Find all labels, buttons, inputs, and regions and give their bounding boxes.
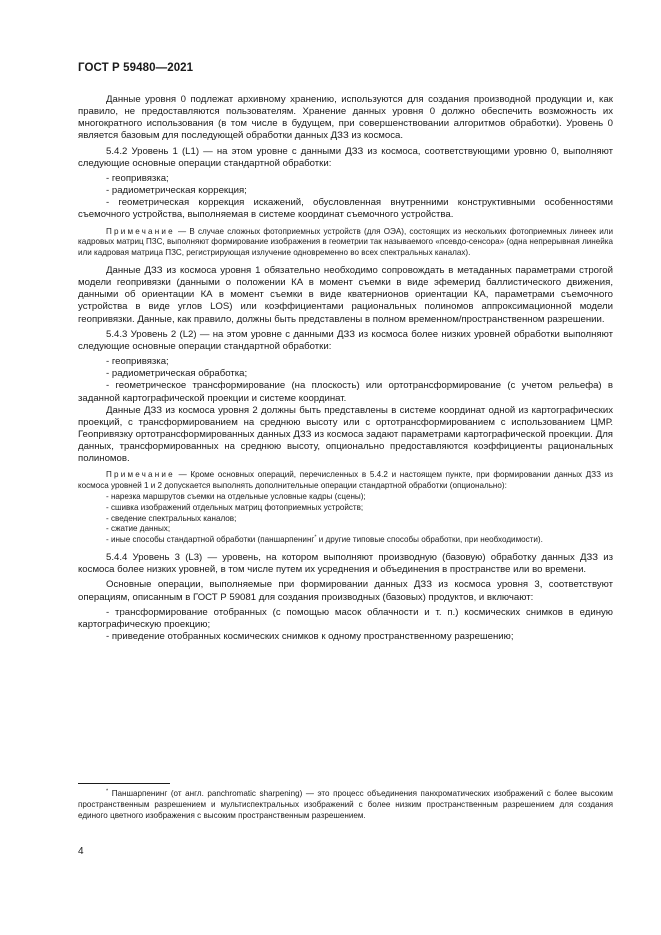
page-body	[78, 94, 613, 643]
note-list-item: - сшивка изображений отдельных матриц фотоприемных устройств;	[106, 502, 364, 512]
note-label: Примечание	[106, 226, 175, 236]
note-1	[78, 227, 613, 259]
footnote-separator	[78, 783, 170, 784]
note-2	[78, 470, 613, 546]
footnote	[78, 789, 613, 821]
note-text: — Кроме основных операций, перечисленных в 5.4.2 и настоящем пункте, при формировании данных ДЗЗ из космоса уровней 1 и 2 допускается выполнять дополнительные операции стандартной обработки (опционально):	[78, 470, 613, 491]
list-item: - геометрическое трансформирование (на плоскость) или ортотрансформирование (с учетом рельефа) в заданной картографической проекции и системе координат.	[78, 380, 613, 404]
footnote-text: Паншарпенинг (от англ. panchromatic sharpening) — это процесс объединения панхроматических изображений с более высоким пространственным разрешением и мультиспектральных изображений с более низким пространственным разрешением для создания единого цветного изображения с высоким пространственным разрешением.	[78, 789, 613, 820]
list-item: - геопривязка;	[106, 172, 169, 184]
paragraph-5-4-3: 5.4.3 Уровень 2 (L2) — на этом уровне с данными ДЗЗ из космоса более низких уровней обработки выполняют следующие основные операции стандартной обработки:	[78, 328, 613, 352]
paragraph-level2-projection: Данные ДЗЗ из космоса уровня 2 должны быть представлены в системе координат одной из картографических проекций, с трансформированием на среднюю высоту или с ортотрансформированием с использованием ЦМР. Геопривязку ортотрансформированных данных ДЗЗ из космоса задают параметрами картографической проекции. Для данных, трансформированных на среднюю высоту, опционально предоставляются коэффициенты рациональных полиномов.	[78, 404, 613, 465]
footnote-mark: *	[106, 788, 109, 795]
note-list-item: - сведение спектральных каналов;	[106, 513, 237, 523]
list-item: - радиометрическая обработка;	[106, 368, 248, 380]
list-item: - геометрическая коррекция искажений, обусловленная внутренними конструктивными особенностями съемочного устройства, выполняемая в системе координат съемочного устройства.	[78, 197, 613, 221]
note-label: Примечание	[106, 470, 175, 480]
list-item: - приведение отобранных космических снимков к одному пространственному разрешению;	[106, 630, 514, 642]
standard-code-header: ГОСТ Р 59480—2021	[78, 62, 194, 74]
paragraph-level3-operations: Основные операции, выполняемые при формировании данных ДЗЗ из космоса уровня 3, соответствуют операциям, описанным в ГОСТ Р 59081 для создания производных (базовых) продуктов, и включают:	[78, 579, 613, 603]
paragraph-5-4-4: 5.4.4 Уровень 3 (L3) — уровень, на котором выполняют производную (базовую) обработку данных ДЗЗ из космоса более низких уровней, в том числе путем их усреднения и объединения в пространстве или во времени.	[78, 552, 613, 576]
note-list-item: - сжатие данных;	[106, 524, 171, 534]
paragraph-level0-storage: Данные уровня 0 подлежат архивному хранению, используются для создания производной продукции и, как правило, не предоставляются пользователям. Хранение данных уровня 0 должно обеспечить возможность их многократного использования (в том числе в будущем, при совершенствовании алгоритмов обработки). Уровень 0 является базовым для последующей обработки данных ДЗЗ из космоса.	[78, 94, 613, 142]
list-item: - трансформирование отобранных (с помощью масок облачности и т. п.) космических снимков в единую картографическую проекцию;	[78, 606, 613, 630]
note-text: — В случае сложных фотоприемных устройств (для ОЭА), состоящих из нескольких фотоприемных линеек или кадровых матриц ПЗС, выполняют формирование изображения в геометрии так называемого «псевдо-сенсора» (одна непрерывная линейка или кадровая матрица ПЗС, регистрирующая излучение одновременно во всех спектральных каналах).	[78, 226, 613, 258]
footnote-reference[interactable]: *	[314, 534, 317, 541]
page-number: 4	[78, 846, 84, 857]
paragraph-level1-metadata: Данные ДЗЗ из космоса уровня 1 обязательно необходимо сопровождать в метаданных параметрами строгой модели геопривязки (данными о положении КА в момент съемки в виде эфемерид баллистического движения, данными об ориентации КА в момент съемки в виде кватернионов ориентации КА, параметрами съемочного устройства в виде углов LOS) или коэффициентами рациональных полиномов аппроксимационной модели геопривязки. Данные, как правило, должны быть представлены в полном временном/пространственном разрешении.	[78, 264, 613, 325]
note-list-item: - иные способы стандартной обработки (паншарпенинг* и другие типовые способы обработки, при необходимости).	[106, 534, 543, 545]
note-list-item: - нарезка маршрутов съемки на отдельные условные кадры (сцены);	[106, 492, 366, 502]
paragraph-5-4-2: 5.4.2 Уровень 1 (L1) — на этом уровне с данными ДЗЗ из космоса, соответствующими уровню 0, выполняют следующие основные операции стандартной обработки:	[78, 145, 613, 169]
list-item: - геопривязка;	[106, 356, 169, 368]
list-item: - радиометрическая коррекция;	[106, 185, 247, 197]
